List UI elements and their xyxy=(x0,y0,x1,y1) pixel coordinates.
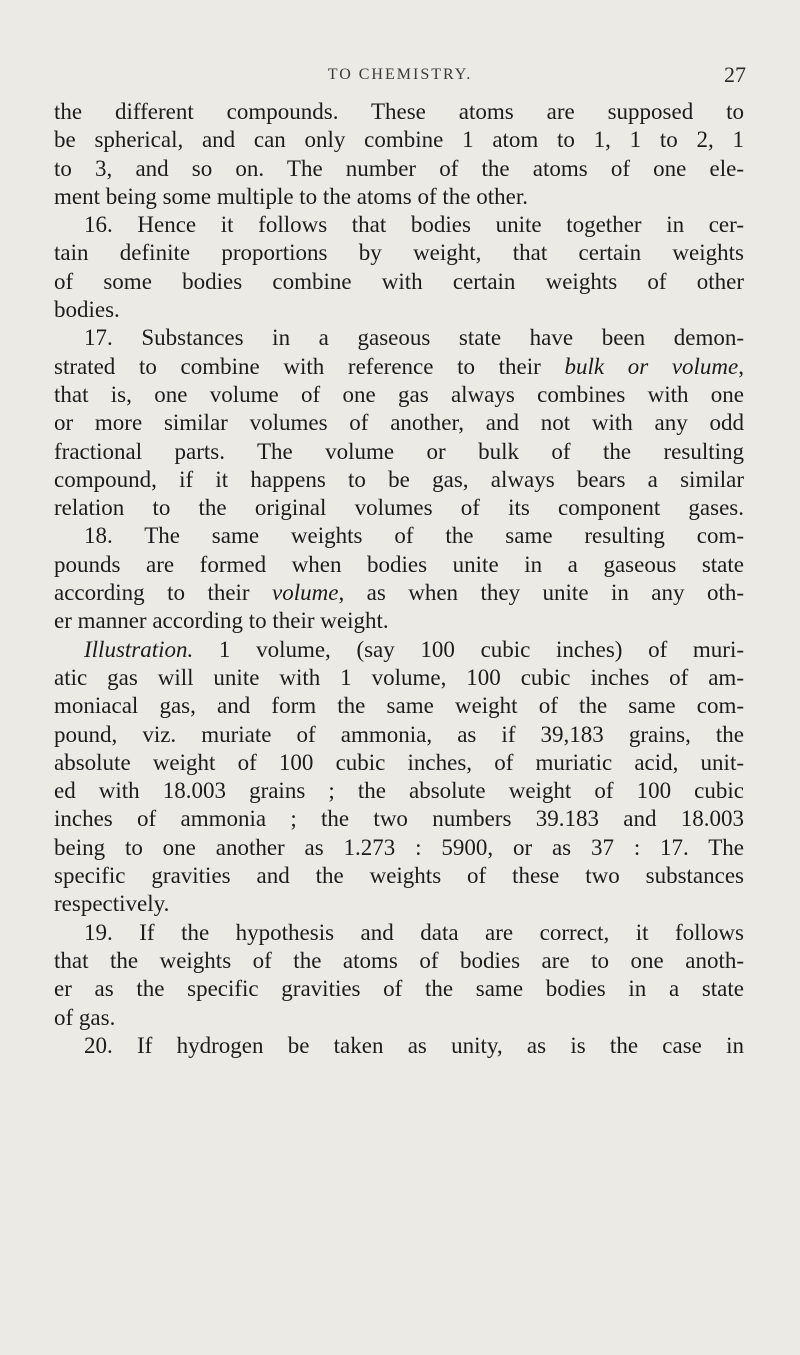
text-line: bodies. xyxy=(54,297,120,323)
text-line: fractional parts. The volume or bulk of the resulting xyxy=(54,438,744,464)
text-line: to 3, and so on. The number of the atoms of one ele- xyxy=(54,155,744,181)
text-line: pounds are formed when bodies unite in a gaseous state xyxy=(54,551,744,577)
text-line: tain definite proportions by weight, that certain weights xyxy=(54,240,744,266)
text-line: of some bodies combine with certain weights of other xyxy=(54,268,744,294)
text-line: 18. The same weights of the same resulting com- xyxy=(84,523,744,549)
text-line: pound, viz. muriate of ammonia, as if 39,183 grains, the xyxy=(54,721,744,747)
text-line: 17. Substances in a gaseous state have been demon- xyxy=(84,325,744,351)
text-line: ed with 18.003 grains ; the absolute weight of 100 cubic xyxy=(54,778,744,804)
text-line: specific gravities and the weights of these two substances xyxy=(54,863,744,889)
running-title: TO CHEMISTRY. xyxy=(327,66,473,83)
text-line: 16. Hence it follows that bodies unite together in cer- xyxy=(84,212,744,238)
text-line: ment being some multiple to the atoms of the other. xyxy=(54,183,528,209)
text-line: atic gas will unite with 1 volume, 100 cubic inches of am- xyxy=(54,664,744,690)
text-line: compound, if it happens to be gas, always bears a similar xyxy=(54,466,744,492)
text-line: being to one another as 1.273 : 5900, or as 37 : 17. The xyxy=(54,834,744,860)
text-line: respectively. xyxy=(54,891,170,917)
text-line: that the weights of the atoms of bodies are to one anoth- xyxy=(54,947,744,973)
text-line: that is, one volume of one gas always combines with one xyxy=(54,381,744,407)
text-line: absolute weight of 100 cubic inches, of muriatic acid, unit- xyxy=(54,749,744,775)
text-line: or more similar volumes of another, and not with any odd xyxy=(54,410,744,436)
text-line: of gas. xyxy=(54,1004,116,1030)
text-line: relation to the original volumes of its component gases. xyxy=(54,495,744,521)
text-line: moniacal gas, and form the same weight of the same com- xyxy=(54,693,744,719)
text-line: strated to combine with reference to their bulk or volume, xyxy=(54,353,744,379)
body-text xyxy=(54,98,744,1060)
text-line: the different compounds. These atoms are supposed to xyxy=(54,99,744,124)
text-line: Illustration. 1 volume, (say 100 cubic inches) of muri- xyxy=(84,636,744,662)
running-head xyxy=(0,60,800,90)
text-line: 20. If hydrogen be taken as unity, as is the case in xyxy=(84,1032,744,1058)
text-line: according to their volume, as when they unite in any oth- xyxy=(54,580,744,606)
text-line: er manner according to their weight. xyxy=(54,608,389,634)
text-line: inches of ammonia ; the two numbers 39.183 and 18.003 xyxy=(54,806,744,832)
text-line: 19. If the hypothesis and data are correct, it follows xyxy=(84,919,744,945)
page-number: 27 xyxy=(724,62,746,87)
text-line: er as the specific gravities of the same bodies in a state xyxy=(54,976,744,1002)
text-line: be spherical, and can only combine 1 atom to 1, 1 to 2, 1 xyxy=(54,127,744,153)
